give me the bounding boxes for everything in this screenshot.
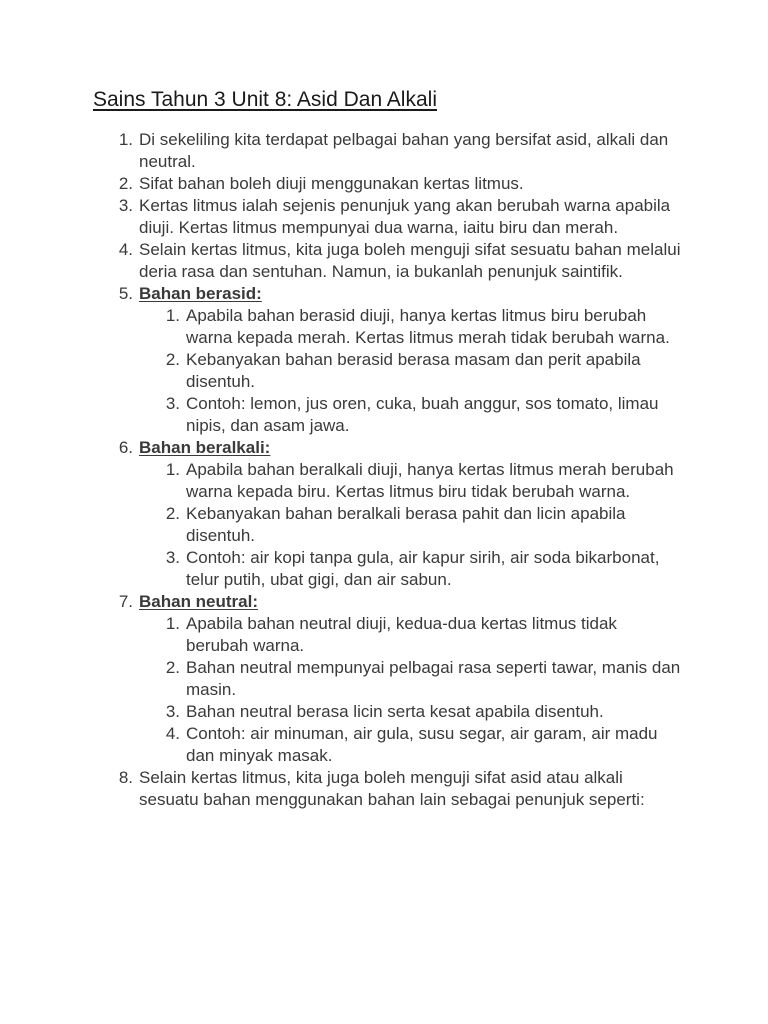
list-item: [93, 129, 683, 173]
sub-list-item: [93, 305, 683, 349]
sub-list-item-text: Kebanyakan bahan beralkali berasa pahit dan licin apabila disentuh.: [186, 504, 626, 545]
sub-list-item-text: Contoh: air kopi tanpa gula, air kapur sirih, air soda bikarbonat, telur putih, ubat gigi, dan air sabun.: [186, 548, 660, 589]
sub-list-item-number: 3.: [165, 548, 180, 567]
sub-list-item: [93, 503, 683, 547]
sub-list-item-text: Apabila bahan beralkali diuji, hanya kertas litmus merah berubah warna kepada biru. Kertas litmus biru tidak berubah warna.: [186, 460, 674, 501]
list-item-number: 6.: [118, 438, 133, 457]
sub-list-item: [93, 657, 683, 701]
sub-list-item-text: Apabila bahan neutral diuji, kedua-dua kertas litmus tidak berubah warna.: [186, 614, 617, 655]
list-item-number: 4.: [118, 240, 133, 259]
list-item-section-alkali: [93, 437, 683, 459]
sub-list-item-number: 1.: [165, 460, 180, 479]
sub-list-item-number: 3.: [165, 394, 180, 413]
sub-list-item-text: Bahan neutral mempunyai pelbagai rasa seperti tawar, manis dan masin.: [186, 658, 681, 699]
list-item-text: Kertas litmus ialah sejenis penunjuk yang akan berubah warna apabila diuji. Kertas litmus mempunyai dua warna, iaitu biru dan merah.: [139, 196, 671, 237]
numbered-list: [93, 129, 683, 811]
list-item: [93, 767, 683, 811]
list-item-number: 7.: [118, 592, 133, 611]
list-item: [93, 239, 683, 283]
list-item-text: Selain kertas litmus, kita juga boleh menguji sifat sesuatu bahan melalui deria rasa dan sentuhan. Namun, ia bukanlah penunjuk saintifik.: [139, 240, 681, 281]
list-item-section-neutral: [93, 591, 683, 613]
list-item-number: 1.: [118, 130, 133, 149]
page-title: Sains Tahun 3 Unit 8: Asid Dan Alkali: [93, 88, 437, 111]
list-item-number: 8.: [118, 768, 133, 787]
sub-list-item-number: 1.: [165, 306, 180, 325]
list-item-number: 3.: [118, 196, 133, 215]
list-item-number: 2.: [118, 174, 133, 193]
sub-list-item-text: Contoh: air minuman, air gula, susu segar, air garam, air madu dan minyak masak.: [186, 724, 658, 765]
list-item-number: 5.: [118, 284, 133, 303]
section-heading-acid: Bahan berasid:: [139, 284, 262, 303]
sub-list-item-number: 1.: [165, 614, 180, 633]
sub-list-item: [93, 393, 683, 437]
sub-list-item-text: Kebanyakan bahan berasid berasa masam dan perit apabila disentuh.: [186, 350, 641, 391]
list-item-text: Selain kertas litmus, kita juga boleh menguji sifat asid atau alkali sesuatu bahan menggunakan bahan lain sebagai penunjuk seperti:: [139, 768, 645, 809]
sub-list-item-number: 2.: [165, 658, 180, 677]
sub-list-item: [93, 459, 683, 503]
section-heading-neutral: Bahan neutral:: [139, 592, 259, 611]
sub-list-item-text: Apabila bahan berasid diuji, hanya kertas litmus biru berubah warna kepada merah. Kertas litmus merah tidak berubah warna.: [186, 306, 670, 347]
sub-list-item-number: 4.: [165, 724, 180, 743]
sub-list-item: [93, 547, 683, 591]
list-item: [93, 173, 683, 195]
sub-list-item: [93, 349, 683, 393]
sub-list-item: [93, 701, 683, 723]
sub-list-item-number: 2.: [165, 504, 180, 523]
list-item-section-acid: [93, 283, 683, 305]
list-item-text: Sifat bahan boleh diuji menggunakan kertas litmus.: [139, 174, 524, 193]
sub-list-item-number: 3.: [165, 702, 180, 721]
sub-list-item: [93, 613, 683, 657]
section-heading-alkali: Bahan beralkali:: [139, 438, 271, 457]
sub-list-item: [93, 723, 683, 767]
sub-list-item-number: 2.: [165, 350, 180, 369]
sub-list-item-text: Bahan neutral berasa licin serta kesat apabila disentuh.: [186, 702, 604, 721]
sub-list-item-text: Contoh: lemon, jus oren, cuka, buah anggur, sos tomato, limau nipis, dan asam jawa.: [186, 394, 659, 435]
list-item: [93, 195, 683, 239]
list-item-text: Di sekeliling kita terdapat pelbagai bahan yang bersifat asid, alkali dan neutral.: [139, 130, 669, 171]
